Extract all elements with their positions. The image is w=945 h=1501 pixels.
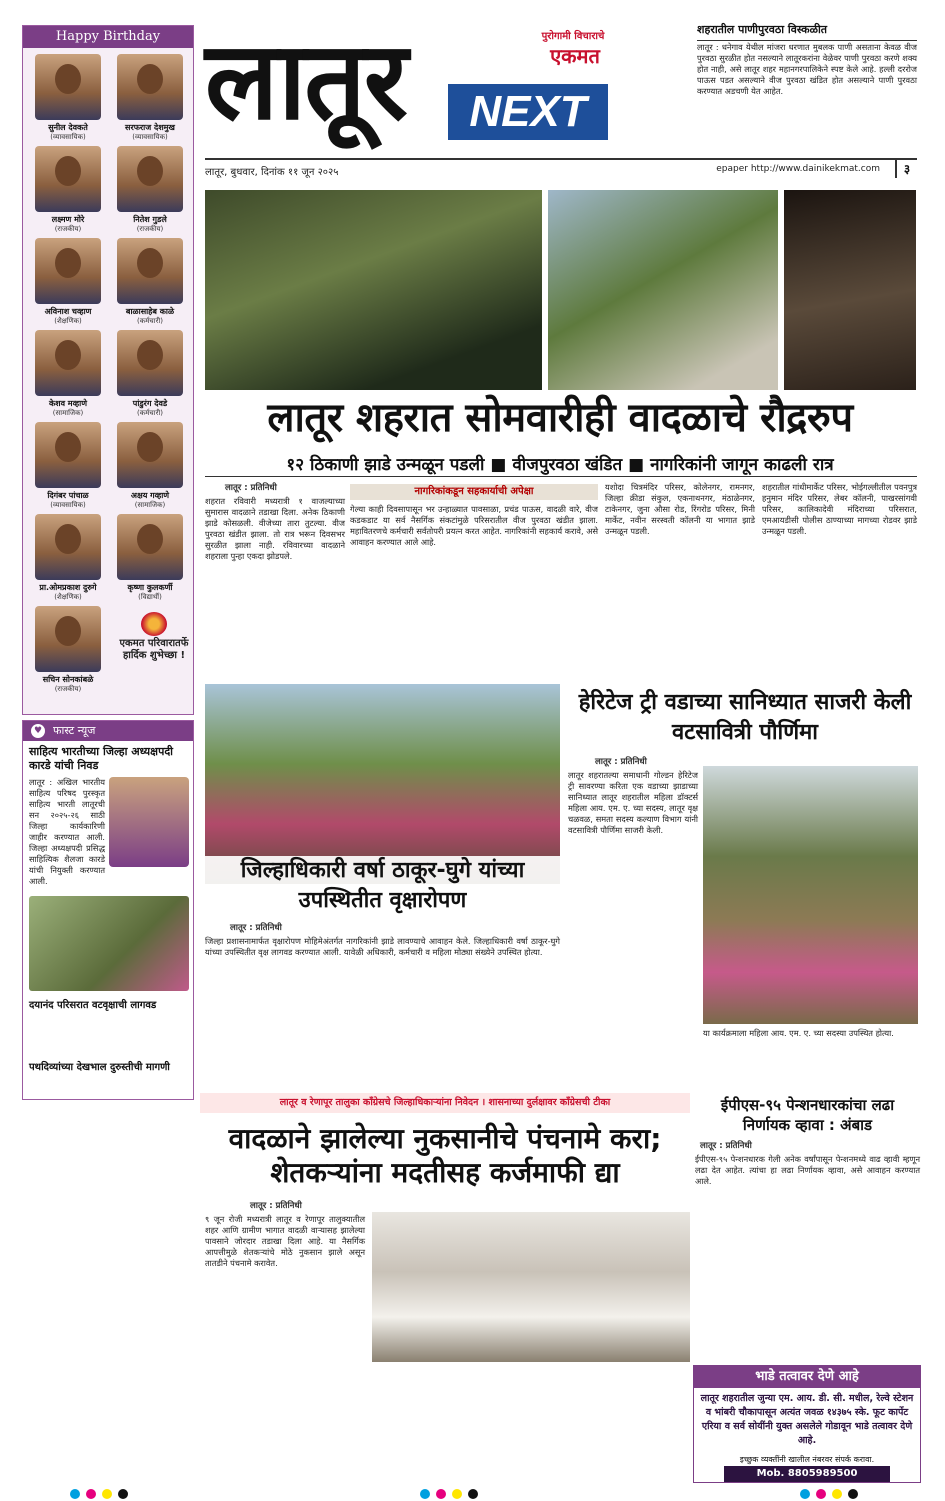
storm-photo-1 <box>205 190 542 390</box>
masthead-tagline: पुरोगामी विचाराचे <box>541 31 605 42</box>
person-name: पांडुरंग देवडे <box>132 399 168 408</box>
masthead-brand: एकमत <box>550 44 600 68</box>
heritage-text: लातूर शहरातल्या समाधानी गोल्डन हेरिटेज ट्री सावरण्या करिता एक वडाच्या झाडाच्या सानिध्यात लातूर शहरातील महिला डॉक्टर्स महिला आय. एम. ए. च्या सदस्य, लातूर वृक्ष चळवळ, समता सदस्य कल्याण विभाग यांनी वटसावित्री पौर्णिमा साजरी केली. <box>568 770 698 835</box>
birthday-panel <box>22 25 194 715</box>
congress-photo <box>372 1212 690 1362</box>
eps-byline: लातूर : प्रतिनिधी <box>700 1141 752 1151</box>
registration-dot <box>70 1489 80 1499</box>
lead-subhead: १२ ठिकाणी झाडे उन्मळून पडली ■ वीजपुरवठा खंडित ■ नागरिकांनी जागून काढली रात्र <box>286 455 834 475</box>
tree-headline: जिल्हाधिकारी वर्षा ठाकूर-घुगे यांच्या उपस्थितीत वृक्षारोपण <box>205 856 560 916</box>
eps-headline: ईपीएस-९५ पेन्शनधारकांचा लढा निर्णायक व्हावा : अंबाड <box>720 1096 895 1134</box>
birthday-person <box>27 514 109 602</box>
side-story-text: लातूर : धनेगाव येथील मांजरा धरणात मुबलक पाणी असताना केवळ वीज पुरवठा सुरळीत होत नसल्याने लातूरकरांना वेळेवर पाणी पुरवठा करणे शक्य होत नाही, असे लातूर शहर महानगरपालिकेने स्पष्ट केले आहे. हल्ली दररोज पाऊस पडत असल्याने वीज पुरवठा खंडित होत असल्याने पाणी पुरवठा करण्यात अडचणी येत आहेत. <box>697 42 917 96</box>
registration-dot <box>800 1489 810 1499</box>
congress-strip: लातूर व रेणापूर तालुका कॉंग्रेसचे जिल्हाधिकाऱ्यांना निवेदन । शासनाच्या दुर्लक्षावर कॉंग्रेसची टीका <box>200 1093 690 1113</box>
masthead-rule <box>205 158 917 160</box>
birthday-person <box>27 606 109 694</box>
person-name: अविनाश चव्हाण <box>44 307 92 316</box>
heart-icon: ♥ <box>31 724 45 738</box>
birthday-person <box>27 54 109 142</box>
fast-news-panel <box>22 720 194 1100</box>
lead-rule <box>205 476 917 477</box>
author-photo <box>109 777 189 867</box>
plantation-event-photo <box>205 684 560 884</box>
person-role: (शैक्षणिक) <box>54 593 82 601</box>
birthday-person <box>109 238 191 326</box>
rent-advertisement <box>693 1365 921 1483</box>
registration-dot <box>848 1489 858 1499</box>
person-role: (व्यावसायिक) <box>50 501 86 509</box>
avatar <box>117 238 183 304</box>
registration-dot <box>102 1489 112 1499</box>
ad-title: भाडे तत्वावर देणे आहे <box>694 1366 920 1388</box>
person-name: बाळासाहेब काळे <box>125 307 175 316</box>
person-name: लक्ष्मण मोरे <box>51 215 85 224</box>
birthday-person <box>27 146 109 234</box>
birthday-person <box>109 330 191 418</box>
birthday-person <box>27 422 109 510</box>
birthday-person <box>109 54 191 142</box>
fast-news-heading: फास्ट न्यूज <box>23 721 193 741</box>
lead-box-title: नागरिकांकडून सहकार्याची अपेक्षा <box>350 484 598 500</box>
birthday-heading: Happy Birthday <box>23 26 193 48</box>
person-role: (सामाजिक) <box>134 501 166 509</box>
person-role: (व्यावसायिक) <box>50 133 86 141</box>
person-role: (व्यावसायिक) <box>132 133 168 141</box>
fast-news-headline: साहित्य भारतीच्या जिल्हा अध्यक्षपदी कारडे यांची निवड <box>29 745 174 772</box>
avatar <box>35 330 101 396</box>
person-name: दिगंबर पांचाळ <box>47 491 89 500</box>
birthday-person <box>109 514 191 602</box>
lead-col-1: शहरात रविवारी मध्यरात्री १ वाजल्याच्या सुमारास वादळाने तडाखा दिला. अनेक ठिकाणी झाडे कोसळली. वीजेच्या तारा तुटल्या. वीज पुरवठा खंडीत झाला. तो रात्र भरून दिवसभर सुरळीत झाला नाही. रविवारच्या वादळाने शहराला पुन्हा एकदा झोडपले. <box>205 496 345 561</box>
person-role: (कर्मचारी) <box>137 317 163 325</box>
registration-dot <box>832 1489 842 1499</box>
congress-headline: वादळाने झालेल्या नुकसानीचे पंचनामे करा; शेतकऱ्यांना मदतीसह कर्जमाफी द्या <box>228 1122 662 1189</box>
person-role: (राजकीय) <box>54 225 82 233</box>
person-name: सुनील देवकते <box>48 123 88 132</box>
flower-icon <box>141 612 167 636</box>
ad-body: लातूर शहरातील जुन्या एम. आय. डी. सी. मधील, रेल्वे स्टेशन व भांबरी चौकापासून अत्यंत जवळ १४३७५ स्के. फूट कार्पेट एरिया व सर्व सोयींनी युक्त असलेले गोडावून भाडे तत्वावर देणे आहे. <box>700 1393 914 1446</box>
avatar <box>35 422 101 488</box>
heritage-headline: हेरिटेज ट्री वडाच्या सानिध्यात साजरी केली वटसावित्री पौर्णिमा <box>578 690 912 745</box>
greeting-text: एकमत परिवारातर्फे हार्दिक शुभेच्छा ! <box>119 638 189 661</box>
birthday-person <box>109 146 191 234</box>
lead-box-text: गेल्या काही दिवसापासून भर उन्हाळ्यात पावसाळा, प्रचंड पाऊस, वादळी वारे, वीज कडकडाट या सर्व नैसर्गिक संकटांमुळे परिसरातील वीज पुरवठा खंडीत झाला. महावितरणचे कर्मचारी सर्वतोपरी प्रयत्न करत आहेत. नागरिकांनी सहकार्य करावे, असे आवाहन करण्यात आले आहे. <box>350 504 598 547</box>
fast-news-text: लातूर : अखिल भारतीय साहित्य परिषद पुरस्कृत साहित्य भारती लातूरची सन २०२५-२६ साठी जिल्हा कार्यकारिणी जाहीर करण्यात आली. जिल्हा अध्यक्षपदी प्रसिद्ध साहित्यिक शैलजा कारडे यांची नियुक्ती करण्यात आली. <box>29 777 105 886</box>
lead-col-4: शहरातील गांधीमार्केट परिसर, भोईगल्लीतील पवनपुत्र हनुमान मंदिर परिसर, लेबर कॉलनी, पाखरसांगवी परिसर, कालिकादेवी मंदिराच्या परिसरात, एमआयडीसी पोलीस ठाण्याच्या मागच्या रोडवर झाडे उन्मळून पडली. <box>762 482 917 536</box>
avatar <box>35 146 101 212</box>
birthday-person <box>109 422 191 510</box>
ad-contact: इच्छुक व्यक्तींनी खालील नंबरवर संपर्क करावा. <box>739 1455 875 1464</box>
storm-photo-2 <box>548 190 778 390</box>
avatar <box>35 514 101 580</box>
person-name: प्रा.ओमप्रकाश दुरुगे <box>39 583 97 592</box>
person-role: (सामाजिक) <box>52 409 84 417</box>
person-role: (शैक्षणिक) <box>54 317 82 325</box>
avatar <box>35 238 101 304</box>
avatar <box>117 422 183 488</box>
lead-byline: लातूर : प्रतिनिधी <box>225 483 277 493</box>
congress-byline: लातूर : प्रतिनिधी <box>250 1201 302 1211</box>
ad-mobile: Mob. 8805989500 <box>724 1466 890 1482</box>
registration-dot <box>452 1489 462 1499</box>
tree-byline: लातूर : प्रतिनिधी <box>230 923 282 933</box>
fast-news-headline-2: दयानंद परिसरात वटवृक्षाची लागवड <box>29 1000 157 1011</box>
person-name: कृष्णा कुलकर्णी <box>127 583 173 592</box>
side-story-title: शहरातील पाणीपुरवठा विस्कळीत <box>697 22 917 41</box>
registration-dot <box>468 1489 478 1499</box>
lead-headline: लातूर शहरात सोमवारीही वादळाचे रौद्ररुप <box>267 395 853 441</box>
person-name: सचिन सोनकांबळे <box>42 675 94 684</box>
epaper-link[interactable]: epaper http://www.dainikekmat.com <box>716 164 880 174</box>
congress-text: ९ जून रोजी मध्यरात्री लातूर व रेणापूर तालुक्यातील शहर आणि ग्रामीण भागात वादळी वाऱ्यासह झालेल्या पावसाने जोरदार तडाखा दिला आहे. या नैसर्गिक आपत्तीमुळे शेतकऱ्यांचे मोठे नुकसान झाले असून तातडीने पंचनामे करावेत. <box>205 1214 365 1268</box>
registration-dot <box>118 1489 128 1499</box>
eps-text: ईपीएस-९५ पेन्शनधारक गेली अनेक वर्षांपासून पेन्शनमध्ये वाढ व्हावी म्हणून लढा देत आहेत. त्यांचा हा लढा निर्णायक व्हावा, असे आवाहन करण्यात आले. <box>695 1154 920 1186</box>
heritage-byline: लातूर : प्रतिनिधी <box>595 757 647 767</box>
person-role: (कर्मचारी) <box>137 409 163 417</box>
plantation-photo <box>29 896 189 991</box>
person-name: अक्षय गव्हाणे <box>130 491 170 500</box>
fast-news-headline-3: पथदिव्यांच्या देखभाल दुरुस्तीची मागणी <box>29 1062 170 1073</box>
birthday-person <box>27 238 109 326</box>
side-story <box>697 22 917 152</box>
registration-dot <box>816 1489 826 1499</box>
avatar <box>117 330 183 396</box>
person-role: (राजकीय) <box>54 685 82 693</box>
avatar <box>117 514 183 580</box>
lead-col-3: यशोदा चित्रमंदिर परिसर, कोलेनगर, रामनगर, जिल्हा क्रीडा संकुल, एकनाथनगर, मंठाळेनगर, टाकेनगर, जुना औसा रोड, रिंगरोड परिसर, मिनी मार्केट, नवीन सरस्वती कॉलनी या भागात झाडे उन्मळून पडली. <box>605 482 755 536</box>
avatar <box>117 146 183 212</box>
avatar <box>117 54 183 120</box>
person-name: नितेश गुडले <box>133 215 167 224</box>
registration-dot <box>436 1489 446 1499</box>
tree-text: जिल्हा प्रशासनामार्फत वृक्षारोपण मोहिमेअंतर्गत नागरिकांनी झाडे लावण्याचे आवाहन केले. जिल्हाधिकारी वर्षा ठाकूर-घुगे यांच्या उपस्थितीत वृक्ष लागवड करण्यात आली. यावेळी अधिकारी, कर्मचारी व महिला मोठ्या संख्येने उपस्थित होत्या. <box>205 936 560 957</box>
banyan-tree-photo <box>703 766 918 1024</box>
person-name: सरफराज देशमुख <box>125 123 175 132</box>
masthead-next-logo: NEXT <box>448 84 608 140</box>
birthday-person <box>27 330 109 418</box>
avatar <box>35 606 101 672</box>
registration-dot <box>86 1489 96 1499</box>
page-number: ३ <box>895 160 917 178</box>
masthead-title: लातूर <box>205 19 406 144</box>
person-name: केशव मव्हाणे <box>48 399 88 408</box>
registration-dot <box>420 1489 430 1499</box>
person-role: (राजकीय) <box>136 225 164 233</box>
dateline: लातूर, बुधवार, दिनांक ११ जून २०२५ <box>205 167 339 178</box>
storm-photo-3 <box>784 190 916 390</box>
avatar <box>35 54 101 120</box>
person-role: (विद्यार्थी) <box>138 593 162 601</box>
heritage-caption: या कार्यक्रमाला महिला आय. एम. ए. च्या सदस्या उपस्थित होत्या. <box>703 1028 894 1038</box>
